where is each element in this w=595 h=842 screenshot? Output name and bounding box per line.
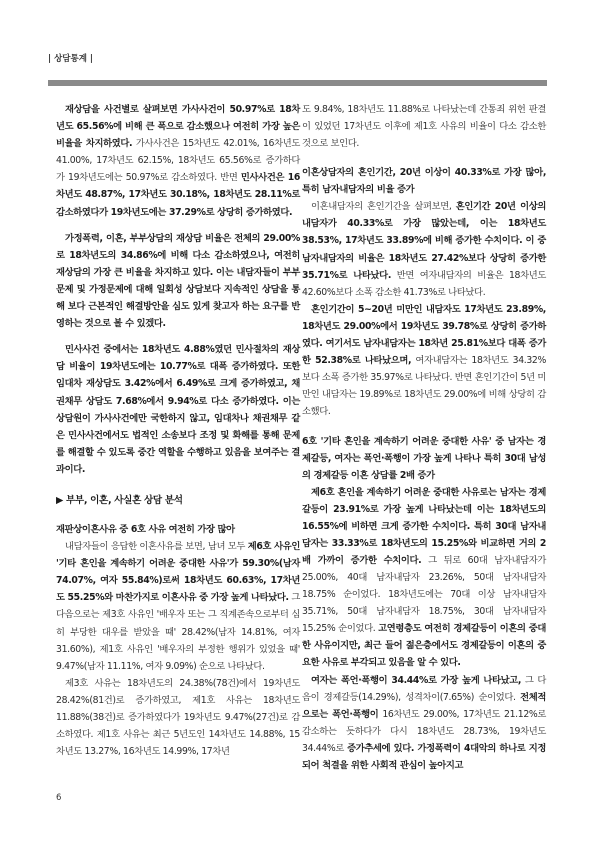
paragraph-text: 이혼내담자의 혼인기간을 살펴보면,	[311, 201, 456, 213]
paragraph-bold: 혼인기간이 5~20년 미만인 내담자도 17차년도 23.89%, 18차년도 29.00%에서 19차년도 39.78%로 상당히 증가하였다. 여기서도 남자내담자는 18차년 25.81%보다 대폭 증가한 52.38%로 나타났으며,	[302, 303, 546, 367]
paragraph-bold: 여자는 폭언·폭행이 34.44%로 가장 높게 나타났고,	[311, 674, 522, 686]
paragraph-bold: 혼인기간 20년 이상의 내담자가 40.33%로 가장 많았는데, 이는 18차년도 38.53%, 17차년도 33.89%에 비해 증가한 수치이다. 이 중 남자내담자의 비율은 18차년도 27.42%보다 상당히 증가한 35.71%로 나타났다.	[302, 201, 546, 281]
paragraph-economic-conflict	[302, 484, 546, 672]
paragraph-family-counsel	[56, 230, 300, 333]
paragraph-bold: 민사사건 중에서는 18차년도 4.88%였던 민사절차의 재상담 비율이 19차년도에는 10.77%로 대폭 증가하였다. 또한 임대차 재상담도 3.42%에서 6.49%로 크게 증가하였고, 채권채무 상담도 7.68%에서 9.94%로 다소 증가하였다. 이는 상담원이 가사사건에만 국한하지 않고, 임대차나 채권채무 같은 민사사건에서도 법적인 소송보다 조정 및 화해를 통해 문제를 해결할 수 있도록 중간 역할을 수행하고 있음을 보여주는 결과이다.	[56, 344, 300, 475]
paragraph-text: 16차년도 29.00%, 17차년도 21.12%로 감소하는 듯하다가 다시 18차년도 28.73%, 19차년도 34.44%로	[302, 708, 546, 754]
header-rule	[48, 80, 547, 86]
paragraph-text: 내담자들이 응답한 이혼사유를 보면, 남녀 모두	[65, 541, 248, 553]
subheading-divorce-reasons: 재판상이혼사유 중 6호 사유 여전히 가장 많아	[56, 524, 235, 536]
paragraph-divorce-reasons	[56, 538, 300, 675]
paragraph-civil-cases	[56, 341, 300, 478]
paragraph-bold: 가정폭력, 이혼, 부부상담의 재상담 비율은 전체의 29.00%로 18차년도의 34.86%에 비해 다소 감소하였으나, 여전히 재상담의 가장 큰 비율을 차지하고 있다. 이는 내담자들이 부부문제 및 가정문제에 대해 일회성 상담보다 지속적인 상담을 통해 보다 근본적인 해결방안을 심도 있게 찾고자 하는 요구를 반영하는 것으로 볼 수 있겠다.	[56, 232, 300, 330]
paragraph-text: 그 다음으로는 제3호 사유인 '배우자 또는 그 직계존속으로부터 심히 부당한 대우를 받았을 때' 28.42%(남자 14.81%, 여자 31.60%), 제1호 사유인 '배우자의 부정한 행위가 있었을 때' 9.47%(남자 11.11%, 여자 9.09%) 순으로 나타났다.	[56, 592, 300, 672]
left-column	[56, 101, 300, 760]
paragraph-reason-trends: 제3호 사유는 18차년도의 24.38%(78건)에서 19차년도 28.42%(81건)로 증가하였고, 제1호 사유는 18차년도 11.88%(38건)로 증가하였다가 19차년도 9.47%(27건)로 감소하였다. 제1호 사유는 최근 5년도인 14차년도 14.88%, 15차년도 13.27%, 16차년도 14.99%, 17차년	[56, 677, 300, 758]
section-header-label: | 상담통계 |	[48, 54, 93, 64]
right-column	[302, 101, 546, 774]
paragraph-text: 가사사건은 15차년도 42.01%, 16차년도 41.00%, 17차년도 62.15%, 18차년도 65.56%로 증가하다가 19차년도에는 50.97%로 감소하였다. 반면	[56, 138, 300, 184]
paragraph-violence	[302, 672, 546, 775]
paragraph-bold: 제6호 사유인 '기타 혼인을 계속하기 어려운 중대한 사유'가 59.30%(남자 74.07%, 여자 55.84%)로써 18차년도 60.63%, 17차년도 55.25%와 마찬가지로 이혼사유 중 가장 높게 나타났다.	[56, 541, 300, 604]
paragraph-case-type	[56, 101, 300, 221]
paragraph-bold: 전체적으로는 폭언·폭행이	[302, 691, 546, 720]
paragraph-text: 그 뒤로 60대 남자내담자가 25.00%, 40대 남자내담자 23.26%, 50대 남자내담자 18.75% 순이었다. 18차년도에는 70대 이상 남자내담자 35.71%, 50대 남자내담자 18.75%, 30대 남자내담자 15.25% 순이었다.	[302, 554, 547, 635]
paragraph-bold: 증가추세에 있다. 가정폭력이 4대악의 하나로 지정되어 척결을 위한 사회적 관심이 높아지고	[302, 742, 546, 771]
page-number: 6	[56, 793, 62, 803]
subheading-marriage-duration: 이혼상담자의 혼인기간, 20년 이상이 40.33%로 가장 많아, 특히 남자내담자의 비율 증가	[302, 167, 546, 196]
paragraph-bold: 민사사건은 16차년도 48.87%, 17차년도 30.18%, 18차년도 28.11%로 감소하였다가 19차년도에는 37.29%로 상당히 증가하였다.	[56, 172, 300, 218]
paragraph-text: 반면 여자내담자의 비율은 18차년도 42.60%보다 소폭 감소한 41.73%로 나타났다.	[302, 269, 546, 298]
paragraph-text: 그 다음이 경제갈등(14.29%), 성격차이(7.65%) 순이었다.	[302, 674, 546, 703]
paragraph-marriage-duration	[302, 198, 546, 301]
paragraph-bold: 제6호 혼인을 계속하기 어려운 중대한 사유로는 남자는 경제갈등이 23.91%로 가장 높게 나타났는데 이는 18차년도의 16.55%에 비하면 크게 증가한 수치이다. 특히 30대 남자내담자는 33.33%로 18차년도의 15.25%와 비교하면 거의 2배 가까이 증가한 수치이다.	[302, 486, 546, 566]
paragraph-continuation: 도 9.84%, 18차년도 11.88%로 나타났는데 간통죄 위헌 판결이 있었던 17차년도 이후에 제1호 사유의 비율이 다소 감소한 것으로 보인다.	[302, 104, 546, 150]
paragraph-bold: 고연령층도 여전히 경제갈등이 이혼의 중대한 사유이지만, 최근 들어 젊은층에서도 경제갈등이 이혼의 중요한 사유로 부각되고 있음을 알 수 있다.	[302, 623, 546, 669]
paragraph-mid-duration	[302, 301, 546, 421]
paragraph-bold: 재상담을 사건별로 살펴보면 가사사건이 50.97%로 18차년도 65.56%에 비해 큰 폭으로 감소했으나 여전히 가장 높은 비율을 차지하였다.	[56, 104, 300, 150]
subheading-reason-six: 6호 '기타 혼인을 계속하기 어려운 중대한 사유' 중 남자는 경제갈등, 여자는 폭언·폭행이 가장 높게 나타나 특히 30대 남성의 경제갈등 이혼 상담률 2배 증가	[302, 435, 546, 481]
paragraph-text: 여자내담자는 18차년도 34.32%보다 소폭 증가한 35.97%로 나타났다. 반면 혼인기간이 5년 미만인 내담자는 19.89%로 18차년도 29.00%에 비해 상당히 감소했다.	[302, 355, 546, 418]
section-title: ▶ 부부, 이혼, 사실혼 상담 분석	[56, 494, 183, 506]
